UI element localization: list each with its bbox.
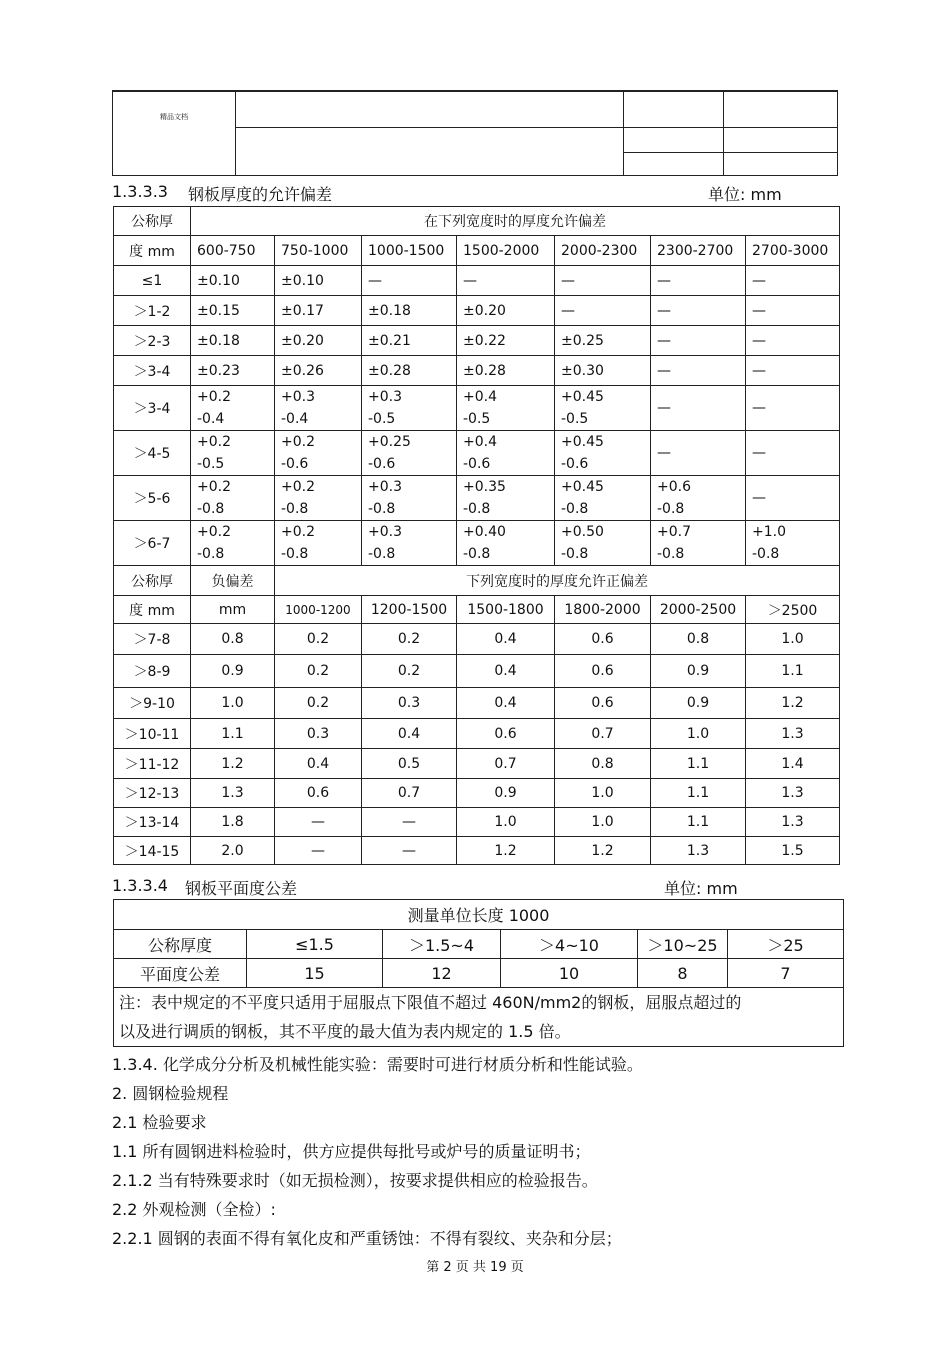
table-cell [651, 386, 746, 431]
body-line-5: 2.1.2 当有特殊要求时（如无损检测），按要求提供相应的检验报告。 [112, 1171, 598, 1190]
table-cell: ±0.25 [555, 326, 651, 356]
lower-deviation: -0.8 [281, 501, 309, 517]
table-cell [651, 476, 746, 521]
table-cell: ±0.23 [191, 356, 275, 386]
lower-deviation: -0.8 [561, 501, 589, 517]
upper-deviation: +0.6 [657, 479, 691, 495]
table-cell: ±0.10 [275, 266, 362, 296]
row-thickness: ＞3-4 [114, 386, 191, 431]
table-cell: ±0.21 [362, 326, 457, 356]
section-1334-number: 1.3.3.4 [112, 876, 168, 895]
table-cell: 0.6 [457, 719, 555, 749]
negative-deviation: 2.0 [191, 837, 275, 865]
table-cell: 1.5 [746, 837, 840, 865]
width-header: 1000-1200 [275, 596, 362, 624]
header-box [112, 90, 838, 176]
table-cell: 1.1 [746, 655, 840, 688]
table-cell: 0.4 [275, 749, 362, 779]
table-cell: 1.1 [651, 808, 746, 837]
table-cell: 1.0 [651, 719, 746, 749]
lower-deviation: -0.6 [463, 456, 491, 472]
lower-deviation: -0.4 [197, 411, 225, 427]
table-cell: 0.2 [275, 655, 362, 688]
table-cell: 1.4 [746, 749, 840, 779]
section-1333-title: 钢板厚度的允许偏差 [188, 185, 333, 204]
upper-deviation: +0.2 [281, 479, 315, 495]
lower-deviation: -0.8 [657, 546, 685, 562]
flatness-value: 12 [383, 959, 501, 988]
table-cell [191, 386, 275, 431]
t1b-header-thickness-1: 公称厚 [114, 566, 191, 596]
table-cell: 0.8 [555, 749, 651, 779]
lower-deviation: -0.5 [463, 411, 491, 427]
t1b-header-neg-2: mm [191, 596, 275, 624]
table-cell: 0.6 [555, 688, 651, 719]
upper-deviation: +0.2 [197, 479, 231, 495]
table-cell: 0.9 [651, 688, 746, 719]
table-cell [746, 476, 840, 521]
t2-row2-label: 平面度公差 [114, 959, 247, 988]
table-cell: — [457, 266, 555, 296]
table-row [114, 749, 840, 779]
table-cell: ±0.17 [275, 296, 362, 326]
row-thickness: ＞3-4 [114, 356, 191, 386]
table-cell: ±0.18 [362, 296, 457, 326]
table-cell [362, 476, 457, 521]
table-row [114, 356, 840, 386]
table-cell [191, 431, 275, 476]
upper-deviation: +0.2 [197, 524, 231, 540]
lower-deviation: -0.8 [281, 546, 309, 562]
table-cell: ±0.20 [275, 326, 362, 356]
table-cell: 1.3 [746, 808, 840, 837]
table-cell [191, 476, 275, 521]
lower-deviation: -0.8 [197, 546, 225, 562]
lower-deviation: -0.8 [463, 546, 491, 562]
row-thickness: ＞4-5 [114, 431, 191, 476]
row-thickness: ＞9-10 [114, 688, 191, 719]
width-header: 2000-2500 [651, 596, 746, 624]
table-cell: 1.0 [746, 624, 840, 655]
table-row [114, 386, 840, 431]
row-thickness: ＞5-6 [114, 476, 191, 521]
upper-deviation: +0.45 [561, 479, 604, 495]
t2-note-line2: 以及进行调质的钢板，其不平度的最大值为表内规定的 1.5 倍。 [119, 1022, 571, 1041]
section-1333-number: 1.3.3.3 [112, 182, 168, 201]
table-cell [651, 521, 746, 566]
table-row [114, 808, 840, 837]
table-cell [457, 521, 555, 566]
table-cell [555, 521, 651, 566]
upper-deviation: +0.2 [197, 389, 231, 405]
table-cell [555, 386, 651, 431]
row-thickness: ＞14-15 [114, 837, 191, 865]
table-cell: 0.4 [457, 688, 555, 719]
upper-deviation: +0.35 [463, 479, 506, 495]
flatness-thickness: ＞4~10 [501, 930, 638, 959]
table-cell [275, 521, 362, 566]
table-cell [362, 521, 457, 566]
width-header: 2700-3000 [746, 236, 840, 266]
lower-deviation: -0.8 [463, 501, 491, 517]
table-cell: 1.2 [555, 837, 651, 865]
table-cell [746, 431, 840, 476]
upper-deviation: +0.2 [197, 434, 231, 450]
table-cell: 0.9 [651, 655, 746, 688]
upper-deviation: +0.4 [463, 389, 497, 405]
body-line-7: 2.2.1 圆钢的表面不得有氧化皮和严重锈蚀：不得有裂纹、夹杂和分层； [112, 1229, 622, 1248]
width-header: 750-1000 [275, 236, 362, 266]
row-thickness: ＞13-14 [114, 808, 191, 837]
table-cell: 1.0 [457, 808, 555, 837]
table-cell: 1.1 [651, 749, 746, 779]
table-cell: ±0.10 [191, 266, 275, 296]
table-cell [457, 476, 555, 521]
upper-deviation: +0.7 [657, 524, 691, 540]
table-row [114, 266, 840, 296]
table-row [114, 779, 840, 808]
table-cell: 0.4 [362, 719, 457, 749]
width-header: 2300-2700 [651, 236, 746, 266]
table-cell: 0.3 [362, 688, 457, 719]
table-cell: 0.2 [362, 655, 457, 688]
negative-deviation: 1.1 [191, 719, 275, 749]
table-row [114, 521, 840, 566]
table-cell: 0.2 [275, 624, 362, 655]
table-cell [362, 386, 457, 431]
table-cell: ±0.15 [191, 296, 275, 326]
table-cell: 0.8 [651, 624, 746, 655]
section-1333-unit: 单位: mm [708, 185, 782, 204]
table-row [114, 688, 840, 719]
row-thickness: ＞7-8 [114, 624, 191, 655]
negative-deviation: 0.8 [191, 624, 275, 655]
t1b-header-thickness-2: 度 mm [114, 596, 191, 624]
upper-deviation: +0.3 [368, 524, 402, 540]
table-cell [555, 431, 651, 476]
table-cell: ±0.26 [275, 356, 362, 386]
table-cell: ±0.28 [362, 356, 457, 386]
lower-deviation: -0.6 [281, 456, 309, 472]
table-cell: — [746, 266, 840, 296]
table-cell: — [746, 356, 840, 386]
flatness-thickness: ＞25 [728, 930, 844, 959]
table-row [114, 624, 840, 655]
lower-deviation: -0.8 [368, 546, 396, 562]
table-cell: 1.1 [651, 779, 746, 808]
upper-deviation: — [752, 445, 766, 461]
upper-deviation: +0.2 [281, 524, 315, 540]
table-cell: 0.4 [457, 624, 555, 655]
flatness-value: 8 [638, 959, 728, 988]
table-cell [457, 386, 555, 431]
table-cell: 1.2 [746, 688, 840, 719]
lower-deviation: -0.4 [281, 411, 309, 427]
negative-deviation: 0.9 [191, 655, 275, 688]
table-cell: — [555, 266, 651, 296]
table-cell: — [651, 296, 746, 326]
t1-header-thickness-2: 度 mm [114, 236, 191, 266]
flatness-value: 7 [728, 959, 844, 988]
table-cell: 1.3 [746, 719, 840, 749]
upper-deviation: +0.3 [368, 389, 402, 405]
table-cell: — [362, 266, 457, 296]
body-line-6: 2.2 外观检测（全检）: [112, 1200, 276, 1219]
negative-deviation: 1.2 [191, 749, 275, 779]
table-row [114, 719, 840, 749]
t2-header: 测量单位长度 1000 [114, 900, 844, 930]
table-cell: 1.0 [555, 808, 651, 837]
table-cell: 1.2 [457, 837, 555, 865]
lower-deviation: -0.6 [561, 456, 589, 472]
t1b-header-neg-1: 负偏差 [191, 566, 275, 596]
upper-deviation: +0.3 [368, 479, 402, 495]
width-header: 1000-1500 [362, 236, 457, 266]
table-cell: 1.0 [555, 779, 651, 808]
table-row [114, 837, 840, 865]
row-thickness: ＞1-2 [114, 296, 191, 326]
lower-deviation: -0.8 [368, 501, 396, 517]
width-header: 1800-2000 [555, 596, 651, 624]
table-cell: — [555, 296, 651, 326]
table-cell: — [651, 326, 746, 356]
flatness-tolerance-table [113, 899, 844, 1047]
row-thickness: ≤1 [114, 266, 191, 296]
table-cell: 0.7 [362, 779, 457, 808]
flatness-value: 15 [247, 959, 383, 988]
width-header: ＞2500 [746, 596, 840, 624]
table-cell: 0.4 [457, 655, 555, 688]
upper-deviation: +1.0 [752, 524, 786, 540]
upper-deviation: — [752, 490, 766, 506]
flatness-thickness: ≤1.5 [247, 930, 383, 959]
table-cell: ±0.22 [457, 326, 555, 356]
table-cell: — [651, 266, 746, 296]
negative-deviation: 1.3 [191, 779, 275, 808]
table-cell: — [275, 837, 362, 865]
upper-deviation: +0.25 [368, 434, 411, 450]
row-thickness: ＞6-7 [114, 521, 191, 566]
upper-deviation: +0.3 [281, 389, 315, 405]
row-thickness: ＞12-13 [114, 779, 191, 808]
table-cell: 0.2 [362, 624, 457, 655]
flatness-thickness: ＞1.5~4 [383, 930, 501, 959]
table-row [114, 655, 840, 688]
section-1334-title: 钢板平面度公差 [185, 879, 298, 898]
lower-deviation: -0.5 [368, 411, 396, 427]
table-cell: 0.2 [275, 688, 362, 719]
lower-deviation: -0.8 [561, 546, 589, 562]
upper-deviation: +0.2 [281, 434, 315, 450]
negative-deviation: 1.8 [191, 808, 275, 837]
t2-note [114, 988, 844, 1047]
section-1334-unit: 单位: mm [664, 879, 738, 898]
t2-note-line1: 注：表中规定的不平度只适用于屈服点下限值不超过 460N/mm2的钢板，屈服点超过的 [119, 993, 742, 1012]
table-cell: 0.6 [555, 624, 651, 655]
table-cell: — [275, 808, 362, 837]
table-cell: 1.3 [651, 837, 746, 865]
row-thickness: ＞8-9 [114, 655, 191, 688]
flatness-value: 10 [501, 959, 638, 988]
table-cell: ±0.28 [457, 356, 555, 386]
table-cell: ±0.30 [555, 356, 651, 386]
row-thickness: ＞10-11 [114, 719, 191, 749]
width-header: 1500-2000 [457, 236, 555, 266]
table-cell: 0.6 [555, 655, 651, 688]
upper-deviation: +0.40 [463, 524, 506, 540]
table-cell: — [362, 837, 457, 865]
table-cell [191, 521, 275, 566]
table-cell [746, 386, 840, 431]
body-line-4: 1.1 所有圆钢进料检验时，供方应提供每批号或炉号的质量证明书； [112, 1142, 591, 1161]
table-row [114, 476, 840, 521]
table-row [114, 431, 840, 476]
table-row [114, 326, 840, 356]
table-cell: ±0.18 [191, 326, 275, 356]
table-cell [555, 476, 651, 521]
table-cell [746, 521, 840, 566]
page-footer: 第 2 页 共 19 页 [426, 1260, 524, 1275]
table-cell [362, 431, 457, 476]
table-cell: 0.7 [555, 719, 651, 749]
upper-deviation: +0.4 [463, 434, 497, 450]
thickness-tolerance-table [113, 206, 840, 865]
width-header: 1200-1500 [362, 596, 457, 624]
lower-deviation: -0.8 [752, 546, 780, 562]
row-thickness: ＞11-12 [114, 749, 191, 779]
table-cell: ±0.20 [457, 296, 555, 326]
upper-deviation: — [657, 400, 671, 416]
table-cell: 0.6 [275, 779, 362, 808]
upper-deviation: +0.45 [561, 389, 604, 405]
t1b-header-span: 下列宽度时的厚度允许正偏差 [275, 566, 840, 596]
lower-deviation: -0.8 [197, 501, 225, 517]
flatness-thickness: ＞10~25 [638, 930, 728, 959]
width-header: 600-750 [191, 236, 275, 266]
table-cell [457, 431, 555, 476]
negative-deviation: 1.0 [191, 688, 275, 719]
body-line-3: 2.1 检验要求 [112, 1113, 207, 1132]
body-line-2: 2. 圆钢检验规程 [112, 1084, 229, 1103]
upper-deviation: +0.50 [561, 524, 604, 540]
t1-header-thickness-1: 公称厚 [114, 207, 191, 236]
table-cell: — [746, 326, 840, 356]
header-box-label: 精品文档 [160, 113, 188, 121]
table-row [114, 296, 840, 326]
row-thickness: ＞2-3 [114, 326, 191, 356]
upper-deviation: — [657, 445, 671, 461]
table-cell: 1.3 [746, 779, 840, 808]
table-cell [651, 431, 746, 476]
t1-header-span: 在下列宽度时的厚度允许偏差 [191, 207, 840, 236]
lower-deviation: -0.5 [561, 411, 589, 427]
table-cell: 0.3 [275, 719, 362, 749]
table-cell: — [746, 296, 840, 326]
table-cell: — [651, 356, 746, 386]
lower-deviation: -0.5 [197, 456, 225, 472]
width-header: 1500-1800 [457, 596, 555, 624]
upper-deviation: +0.45 [561, 434, 604, 450]
lower-deviation: -0.6 [368, 456, 396, 472]
table-cell [275, 386, 362, 431]
t2-row1-label: 公称厚度 [114, 930, 247, 959]
table-cell: — [362, 808, 457, 837]
table-cell: 0.5 [362, 749, 457, 779]
lower-deviation: -0.8 [657, 501, 685, 517]
width-header: 2000-2300 [555, 236, 651, 266]
table-cell [275, 476, 362, 521]
body-line-1: 1.3.4. 化学成分分析及机械性能实验：需要时可进行材质分析和性能试验。 [112, 1055, 643, 1074]
upper-deviation: — [752, 400, 766, 416]
table-cell: 0.7 [457, 749, 555, 779]
table-cell: 0.9 [457, 779, 555, 808]
table-cell [275, 431, 362, 476]
